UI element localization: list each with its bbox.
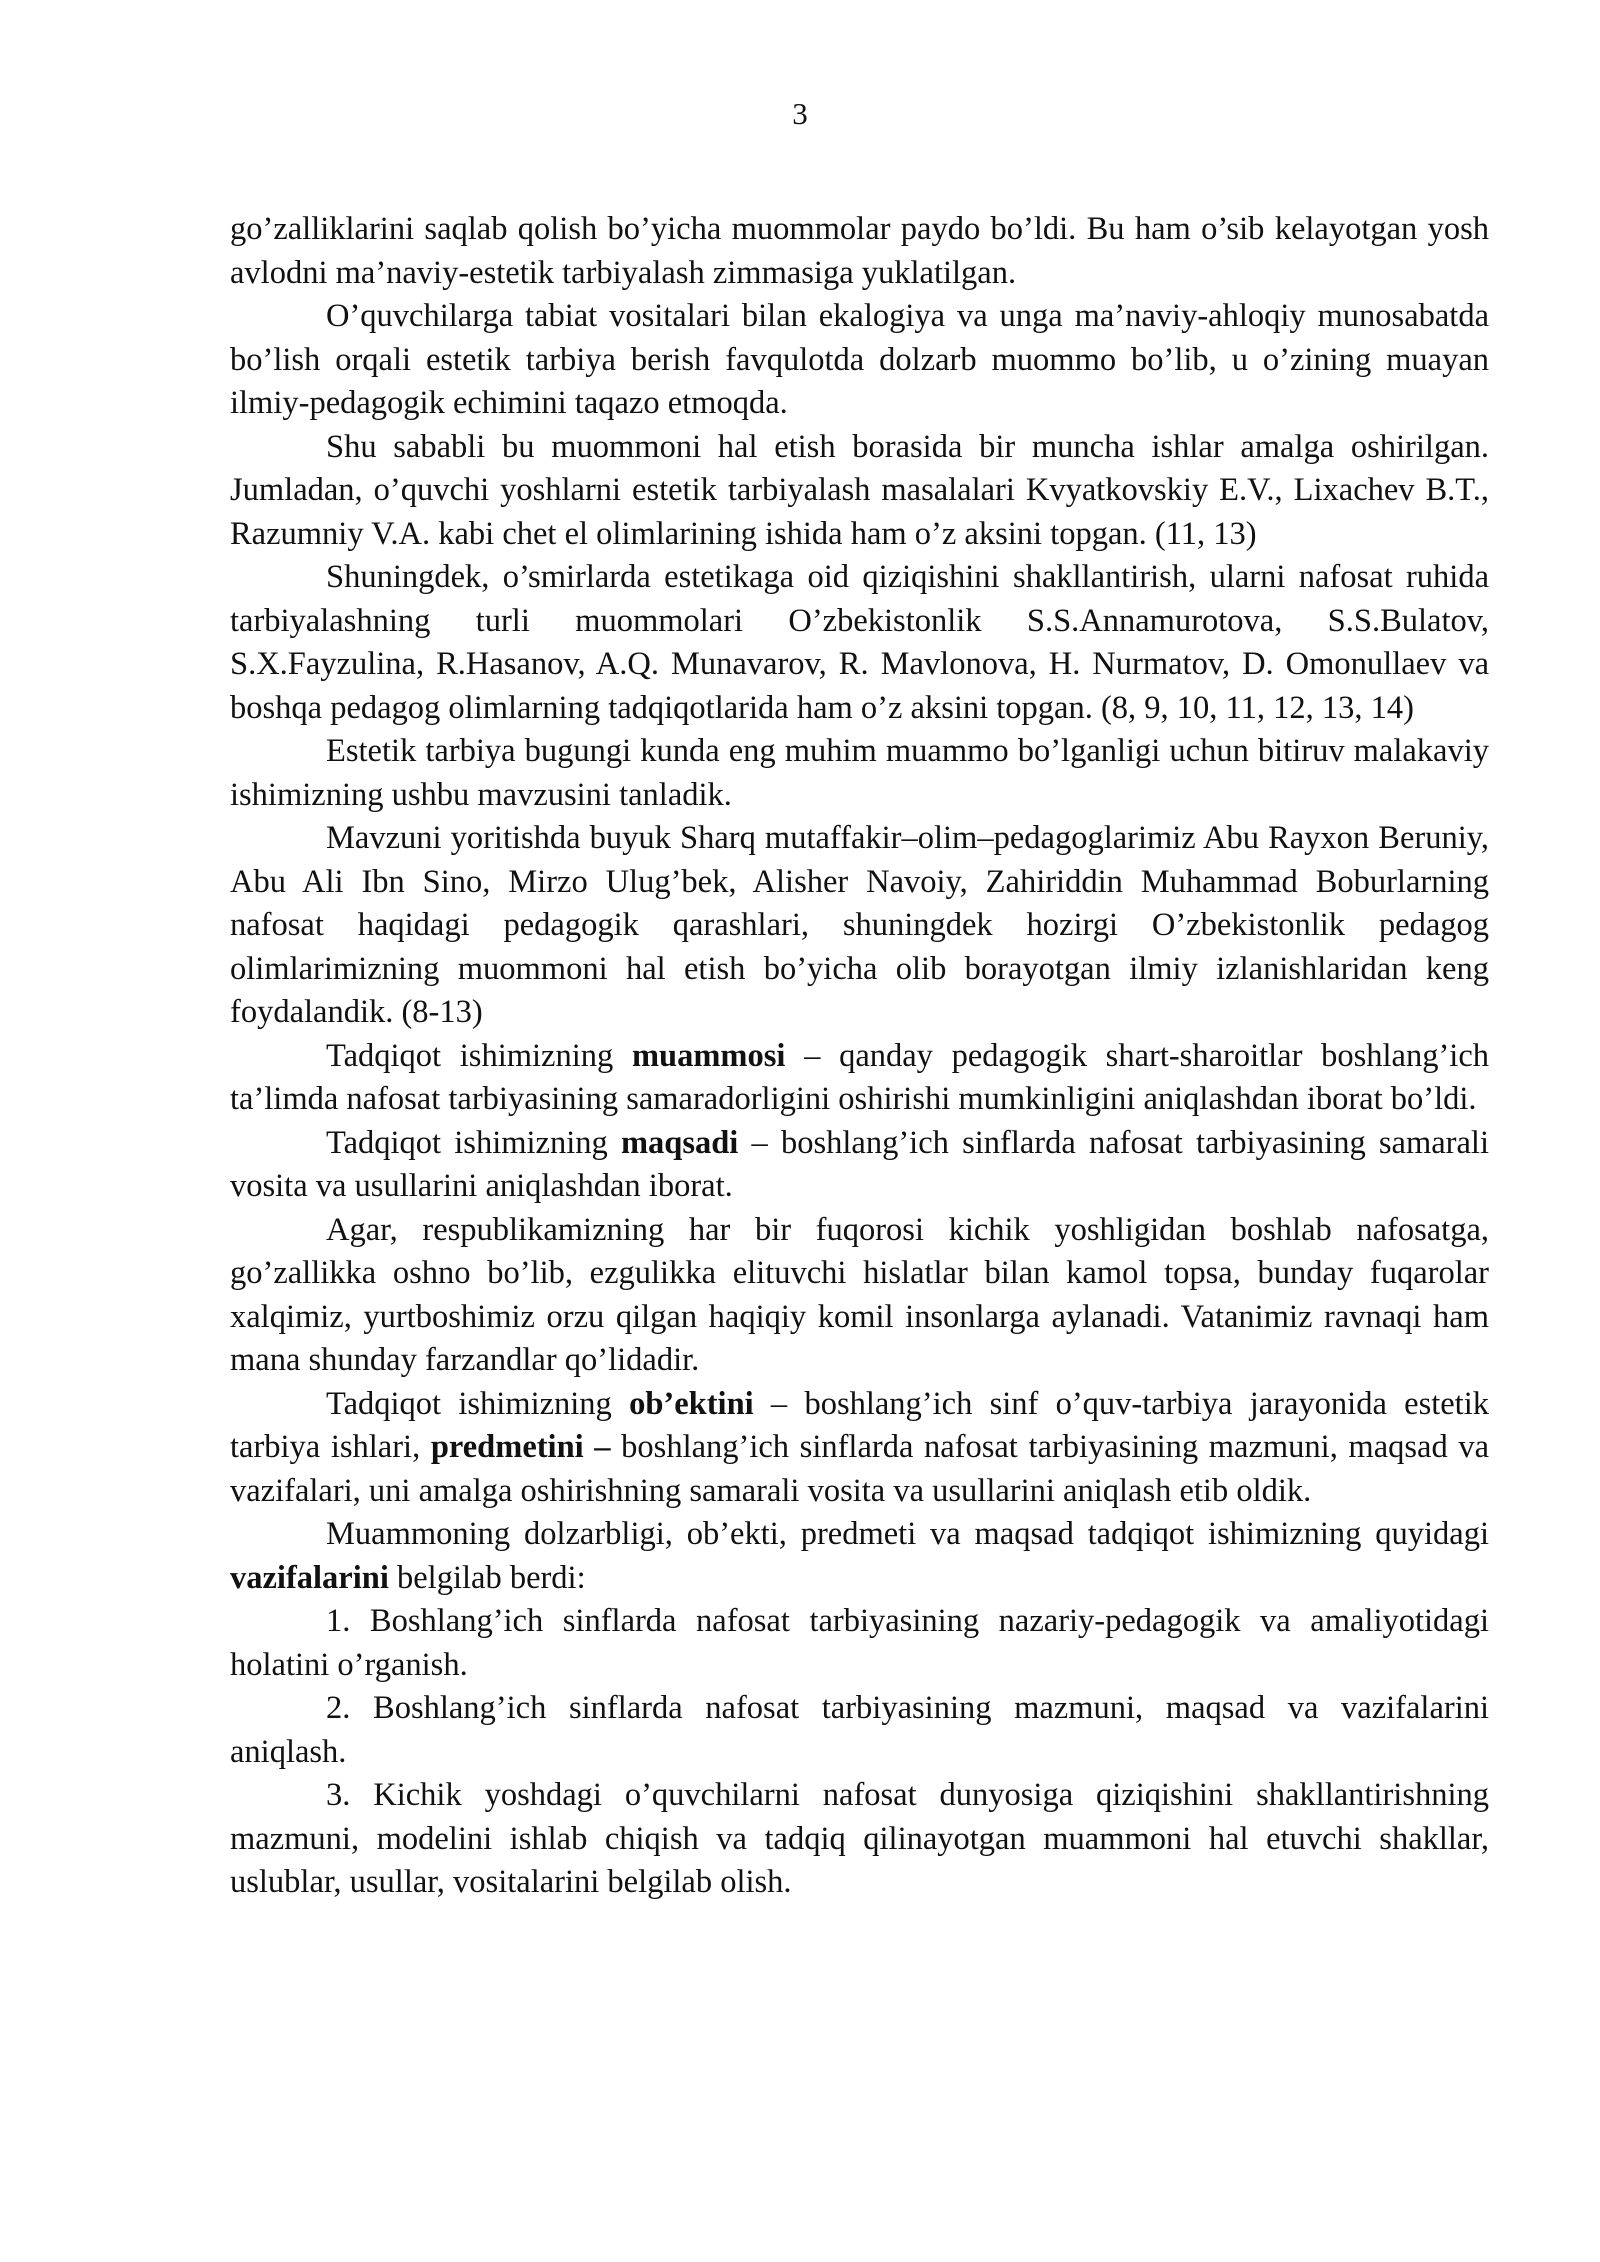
paragraph-text: O’quvchilarga tabiat vositalari bilan ekalogiya va unga ma’naviy-ahloqiy munosabatda bo’lish orqali estetik tarbiya berish favqulotda dolzarb muommo bo’lib, u o’zining muayan ilmiy-pedagogik echimini taqazo etmoqda. [230, 298, 1489, 421]
paragraph [230, 208, 1489, 295]
paragraph [230, 1774, 1489, 1905]
paragraph-text: Muammoning dolzarbligi, ob’ekti, predmeti va maqsad tadqiqot ishimizning quyidagi [326, 1516, 1489, 1552]
document-body [230, 208, 1489, 1905]
paragraph [230, 426, 1489, 557]
bold-term: muammosi [631, 1037, 786, 1074]
paragraph-text: Agar, respublikamizning har bir fuqorosi kichik yoshligidan boshlab nafosatga, go’zallikka oshno bo’lib, ezgulikka elituvchi hislatlar bilan kamol topsa, bunday fuqarolar xalqimiz, yurtboshimiz orzu qilgan haqiqiy komil insonlarga aylanadi. Vatanimiz ravnaqi ham mana shunday farzandlar qo’lidadir. [230, 1211, 1489, 1378]
paragraph [230, 1600, 1489, 1687]
paragraph [230, 556, 1489, 730]
bold-term: maqsadi [620, 1124, 739, 1161]
paragraph [230, 1687, 1489, 1774]
bold-term: predmetini – [430, 1429, 611, 1465]
bold-term: vazifalarini [230, 1559, 389, 1596]
paragraph-text: Tadqiqot ishimizning [326, 1037, 632, 1074]
paragraph-text: 2. Boshlang’ich sinflarda nafosat tarbiyasining mazmuni, maqsad va vazifalarini aniqlash. [230, 1690, 1489, 1770]
paragraph-text: boshlang’ich sinflarda nafosat tarbiyasining mazmuni, maqsad va vazifalari, uni amalga oshirishning samarali vosita va usullarini aniqlash etib oldik. [230, 1429, 1489, 1509]
paragraph-text: Estetik tarbiya bugungi kunda eng muhim muammo bo’lganligi uchun bitiruv malakaviy ishimizning ushbu mavzusini tanladik. [230, 733, 1489, 813]
paragraph [230, 1383, 1489, 1514]
bold-term: ob’ektini [629, 1385, 754, 1422]
paragraph-text: Tadqiqot ishimizning [326, 1385, 630, 1422]
paragraph [230, 295, 1489, 426]
paragraph-text: 1. Boshlang’ich sinflarda nafosat tarbiyasining nazariy-pedagogik va amaliyotidagi holatini o’rganish. [230, 1603, 1489, 1683]
paragraph-text: belgilab berdi: [388, 1559, 586, 1596]
page-number: 3 [792, 96, 808, 131]
paragraph [230, 1122, 1489, 1209]
paragraph-text: go’zalliklarini saqlab qolish bo’yicha muommolar paydo bo’ldi. Bu ham o’sib kelayotgan yosh avlodni ma’naviy-estetik tarbiyalash zimmasiga yuklatilgan. [230, 211, 1489, 291]
paragraph [230, 1209, 1489, 1383]
paragraph-text: Shu sababli bu muommoni hal etish borasida bir muncha ishlar amalga oshirilgan. Jumladan, o’quvchi yoshlarni estetik tarbiyalash masalalari Kvyatkovskiy E.V., Lixachev B.T., Razumniy V.A. kabi chet el olimlarining ishida ham o’z aksini topgan. (11, 13) [230, 428, 1489, 552]
paragraph [230, 730, 1489, 817]
paragraph [230, 817, 1489, 1035]
paragraph-text: – boshlang’ich sinf o’quv-tarbiya jarayonida estetik tarbiya ishlari, [230, 1385, 1489, 1465]
paragraph [230, 1513, 1489, 1600]
paragraph-text: Mavzuni yoritishda buyuk Sharq mutaffakir–olim–pedagoglarimiz Abu Rayxon Beruniy, Abu Ali Ibn Sino, Mirzo Ulug’bek, Alisher Navoiy, Zahiriddin Muhammad Boburlarning nafosat haqidagi pedagogik qarashlari, shuningdek hozirgi O’zbekistonlik pedagog olimlarimizning muommoni hal etish bo’yicha olib borayotgan ilmiy izlanishlaridan keng foydalandik. (8-13) [230, 820, 1489, 1030]
paragraph [230, 1035, 1489, 1122]
paragraph-text: 3. Kichik yoshdagi o’quvchilarni nafosat dunyosiga qiziqishini shakllantirishning mazmuni, modelini ishlab chiqish va tadqiq qilinayotgan muammoni hal etuvchi shakllar, uslublar, usullar, vositalarini belgilab olish. [230, 1777, 1489, 1900]
paragraph-text: – boshlang’ich sinflarda nafosat tarbiyasining samarali vosita va usullarini aniqlashdan iborat. [230, 1124, 1489, 1204]
paragraph-text: – qanday pedagogik shart-sharoitlar boshlang’ich ta’limda nafosat tarbiyasining samaradorligini oshirishi mumkinligini aniqlashdan iborat bo’ldi. [230, 1037, 1489, 1117]
paragraph-text: Shuningdek, o’smirlarda estetikaga oid qiziqishini shakllantirish, ularni nafosat ruhida tarbiyalashning turli muommolari O’zbekistonlik S.S.Annamurotova, S.S.Bulatov, S.X.Fayzulina, R.Hasanov, A.Q. Munavarov, R. Mavlonova, H. Nurmatov, D. Omonullaev va boshqa pedagog olimlarning tadqiqotlarida ham o’z aksini topgan. (8, 9, 10, 11, 12, 13, 14) [230, 559, 1489, 726]
paragraph-text: Tadqiqot ishimizning [326, 1124, 621, 1161]
